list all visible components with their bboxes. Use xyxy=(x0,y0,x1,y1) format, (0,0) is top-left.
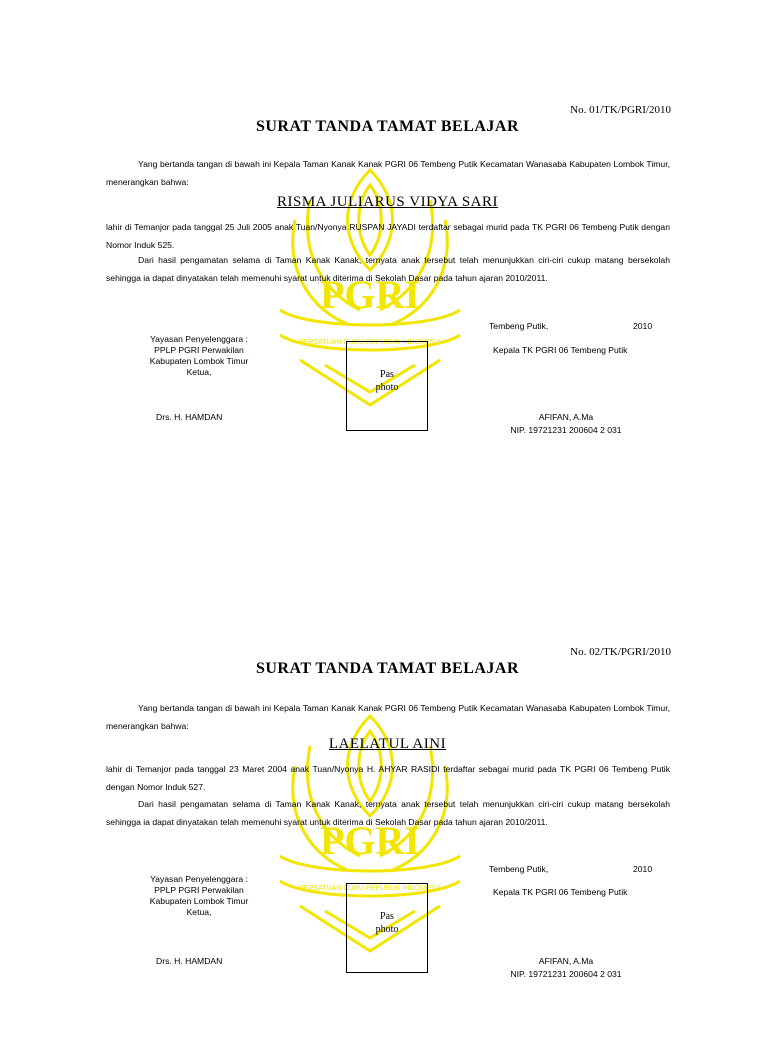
student-name: RISMA JULIARUS VIDYA SARI xyxy=(276,194,498,210)
foundation-line: Ketua, xyxy=(186,367,212,377)
intro-text: Yang bertanda tangan di bawah ini Kepala Taman Kanak Kanak PGRI 06 Tembeng Putik Kecamatan Wanasaba Kabupaten Lombok Timur, menerangkan bahwa: xyxy=(106,703,670,731)
foundation-line: Kabupaten Lombok Timur xyxy=(149,896,249,906)
certificate-2 xyxy=(0,546,768,1058)
year-text: 2010 xyxy=(633,864,653,874)
foundation-line: Yayasan Penyelenggara : xyxy=(150,874,248,884)
foundation-line: Yayasan Penyelenggara : xyxy=(150,334,248,344)
intro-text: Yang bertanda tangan di bawah ini Kepala Taman Kanak Kanak PGRI 06 Tembeng Putik Kecamatan Wanasaba Kabupaten Lombok Timur, menerangkan bahwa: xyxy=(106,159,670,187)
certificate-number: No. 02/TK/PGRI/2010 xyxy=(570,646,671,658)
birth-text: lahir di Temanjor pada tanggal 23 Maret 2004 anak Tuan/Nyonya H. AHYAR RASIDI terdaftar sebagai murid pada TK PGRI 06 Tembeng Putik dengan Nomor Induk 527. xyxy=(106,764,670,792)
principal-nip: NIP. 19721231 200604 2 031 xyxy=(510,425,622,435)
chair-name: Drs. H. HAMDAN xyxy=(156,412,223,422)
foundation-line: Kabupaten Lombok Timur xyxy=(149,356,249,366)
photo-label: photo xyxy=(375,924,399,935)
photo-box xyxy=(346,883,428,973)
principal-name: AFIFAN, A.Ma xyxy=(538,412,594,422)
place-text: Tembeng Putik, xyxy=(489,864,549,874)
principal-nip: NIP. 19721231 200604 2 031 xyxy=(510,969,622,979)
photo-label: photo xyxy=(375,382,399,393)
principal-name: AFIFAN, A.Ma xyxy=(538,956,594,966)
photo-label: Pas xyxy=(380,369,394,380)
foundation-block xyxy=(140,334,258,378)
foundation-line: PPLP PGRI Perwakilan xyxy=(154,345,244,355)
principal-title: Kepala TK PGRI 06 Tembeng Putik xyxy=(493,887,628,897)
certificate-title: SURAT TANDA TAMAT BELAJAR xyxy=(255,660,520,677)
watermark-ring-text: PERSATUAN GURU REPUBLIK INDONESIA xyxy=(299,339,441,346)
result-text: Dari hasil pengamatan selama di Taman Kanak Kanak, ternyata anak tersebut telah menunjukkan ciri-ciri cukup matang bersekolah sehingga ia dapat dinyatakan telah memenuhi syarat untuk diterima di Sekolah Dasar pada tahun ajaran 2010/2011. xyxy=(106,255,670,283)
foundation-line: PPLP PGRI Perwakilan xyxy=(154,885,244,895)
foundation-block xyxy=(140,874,258,918)
student-name: LAELATUL AINI xyxy=(328,736,447,752)
watermark-logo-text: PGRI xyxy=(320,818,420,863)
foundation-line: Ketua, xyxy=(186,907,212,917)
photo-label: Pas xyxy=(380,911,394,922)
birth-text: lahir di Temanjor pada tanggal 25 Juli 2005 anak Tuan/Nyonya RUSPAN JAYADI terdaftar sebagai murid pada TK PGRI 06 Tembeng Putik dengan Nomor Induk 525. xyxy=(106,222,670,250)
certificate-1 xyxy=(0,0,768,512)
place-text: Tembeng Putik, xyxy=(489,321,549,331)
certificate-title: SURAT TANDA TAMAT BELAJAR xyxy=(255,118,520,135)
watermark-ring-text: PERSATUAN GURU REPUBLIK INDONESIA xyxy=(299,885,441,892)
result-text: Dari hasil pengamatan selama di Taman Kanak Kanak, ternyata anak tersebut telah menunjukkan ciri-ciri cukup matang bersekolah sehingga ia dapat dinyatakan telah memenuhi syarat untuk diterima di Sekolah Dasar pada tahun ajaran 2010/2011. xyxy=(106,799,670,827)
principal-title: Kepala TK PGRI 06 Tembeng Putik xyxy=(493,345,628,355)
certificate-number: No. 01/TK/PGRI/2010 xyxy=(570,104,671,116)
photo-box xyxy=(346,341,428,431)
chair-name: Drs. H. HAMDAN xyxy=(156,956,223,966)
watermark-logo-text: PGRI xyxy=(320,272,420,317)
year-text: 2010 xyxy=(633,321,653,331)
